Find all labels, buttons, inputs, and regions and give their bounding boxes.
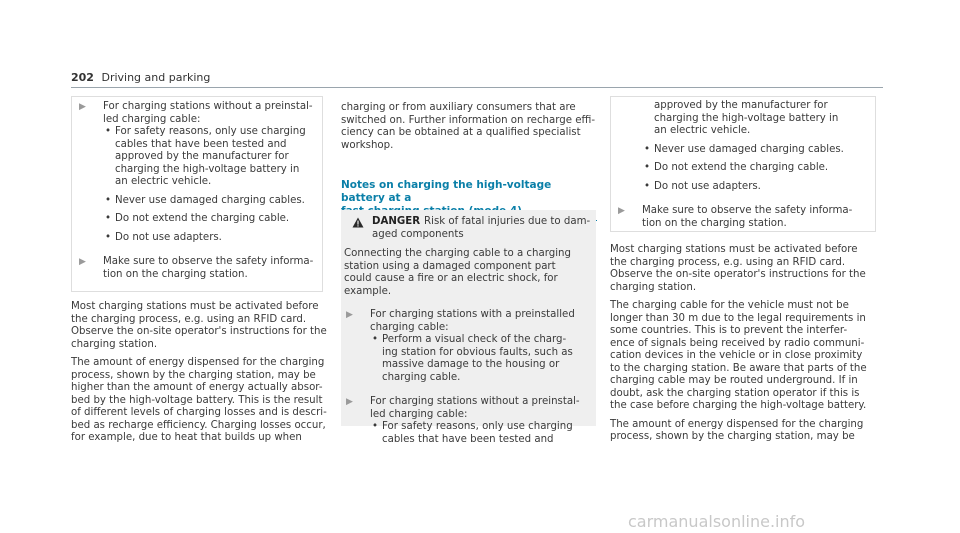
text-line: an electric vehicle. xyxy=(654,125,751,136)
text-line: example. xyxy=(344,285,392,297)
bullet-item xyxy=(77,256,321,281)
step-arrow-icon: ▶ xyxy=(346,397,353,407)
bullet-dot-icon: • xyxy=(643,180,650,192)
text-line: higher than the amount of energy actually absor- xyxy=(71,382,323,393)
paragraph xyxy=(610,244,878,294)
step-arrow-icon: ▶ xyxy=(346,310,353,320)
sub-bullet-text: Never use damaged charging cables. xyxy=(654,143,844,155)
bullet-text: For charging stations without a preinstal- xyxy=(103,101,313,112)
sub-bullet-text: massive damage to the housing or xyxy=(382,359,560,370)
paragraph xyxy=(71,357,331,445)
sub-bullet-text: ing station for obvious faults, such as xyxy=(382,346,573,358)
sub-bullet-text: Never use damaged charging cables. xyxy=(115,194,305,206)
text-line: bed as recharge efficiency. Charging losses occur, xyxy=(71,419,326,431)
text-line: ence of signals being received by radio communi- xyxy=(610,337,865,349)
bullet-text: charging cable: xyxy=(370,321,449,333)
header-rule xyxy=(71,87,883,88)
danger-title-text: aged components xyxy=(372,228,464,240)
bullet-dot-icon: • xyxy=(104,126,111,137)
step-arrow-icon: ▶ xyxy=(618,206,625,216)
col2-body-text xyxy=(341,102,599,152)
text-line: approved by the manufacturer for xyxy=(654,100,828,111)
text-line: charging station. xyxy=(71,338,158,350)
sub-bullet-text: cables that have been tested and xyxy=(382,433,554,445)
text-line: Connecting the charging cable to a charging xyxy=(344,248,571,259)
bullet-dot-icon: • xyxy=(643,143,650,155)
bullet-dot-icon: • xyxy=(104,194,111,206)
sub-bullet xyxy=(616,181,874,194)
watermark: carmanualsonline.info xyxy=(628,512,806,531)
bullet-item xyxy=(77,101,321,126)
text-line: the charging process, e.g. using an RFID card. xyxy=(610,256,846,268)
text-line: Observe the on-site operator's instructions for the xyxy=(610,269,866,280)
sub-bullet xyxy=(616,162,874,175)
danger-label: DANGER xyxy=(372,216,421,227)
text-line: Observe the on-site operator's instructions for the xyxy=(71,326,327,337)
bullet-item xyxy=(616,205,874,230)
paragraph xyxy=(610,419,878,444)
text-line: could cause a fire or an electric shock, for xyxy=(344,273,558,284)
text-line: cation devices in the vehicle or in close proximity xyxy=(610,350,863,361)
sub-bullet-text: cables that have been tested and xyxy=(115,138,287,150)
danger-body xyxy=(344,248,594,298)
col3-body-text xyxy=(610,244,878,444)
sub-bullet xyxy=(77,213,321,226)
danger-title-text: Risk of fatal injuries due to dam- xyxy=(424,216,591,227)
bullet-text: Make sure to observe the safety informa- xyxy=(642,205,853,216)
sub-bullet-text: charging the high-voltage battery in xyxy=(115,163,300,175)
text-line: the case before charging the high-voltage battery. xyxy=(610,400,867,411)
sub-bullet-text: Do not use adapters. xyxy=(115,231,222,243)
bullet-item xyxy=(344,309,594,334)
bullet-text: tion on the charging station. xyxy=(103,268,248,280)
step-arrow-icon: ▶ xyxy=(79,257,86,267)
col1-box-content xyxy=(77,101,321,281)
warning-triangle-icon xyxy=(344,216,372,228)
sub-bullet-text: an electric vehicle. xyxy=(115,176,212,187)
text-line: for example, due to heat that builds up when xyxy=(71,432,302,443)
bullet-text: led charging cable: xyxy=(103,113,201,125)
sub-bullet-text: For safety reasons, only use charging xyxy=(115,126,306,137)
bullet-dot-icon: • xyxy=(643,162,650,173)
bullet-text: tion on the charging station. xyxy=(642,217,787,229)
text-line: charging the high-voltage battery in xyxy=(654,112,839,124)
sub-bullet xyxy=(616,144,874,157)
sub-bullet-text: approved by the manufacturer for xyxy=(115,151,289,162)
sub-bullet xyxy=(77,195,321,208)
text-line: to the charging station. Be aware that parts of the xyxy=(610,362,867,374)
text-line: charging or from auxiliary consumers that are xyxy=(341,102,576,113)
bullet-text: led charging cable: xyxy=(370,408,468,420)
text-line: Most charging stations must be activated before xyxy=(610,244,858,255)
sub-bullet-text: Perform a visual check of the charg- xyxy=(382,334,567,345)
sub-bullet xyxy=(344,421,594,446)
heading-line: Notes on charging the high-voltage battery at a xyxy=(341,179,552,204)
continued-text xyxy=(616,100,874,138)
text-line: The amount of energy dispensed for the charging xyxy=(610,418,864,430)
text-line: charging cable may be routed underground. If in xyxy=(610,375,858,386)
text-line: Most charging stations must be activated before xyxy=(71,301,319,312)
bullet-text: For charging stations with a preinstalled xyxy=(370,309,575,320)
text-line: process, shown by the charging station, may be xyxy=(610,431,855,442)
text-line: workshop. xyxy=(341,139,394,151)
text-line: of different levels of charging losses and is descri- xyxy=(71,407,327,418)
text-line: some countries. This is to prevent the interfer- xyxy=(610,325,848,336)
step-arrow-icon: ▶ xyxy=(79,102,86,112)
sub-bullet-text: charging cable. xyxy=(382,371,461,383)
paragraph xyxy=(71,301,331,351)
text-line: longer than 30 m due to the legal requirements in xyxy=(610,312,866,324)
text-line: charging station. xyxy=(610,281,697,293)
sub-bullet-text: For safety reasons, only use charging xyxy=(382,421,573,432)
bullet-dot-icon: • xyxy=(104,231,111,243)
text-line: The amount of energy dispensed for the charging xyxy=(71,357,325,368)
sub-bullet-text: Do not extend the charging cable. xyxy=(654,162,829,173)
text-line: process, shown by the charging station, may be xyxy=(71,369,316,381)
text-line: doubt, ask the charging station operator if this is xyxy=(610,387,860,399)
danger-content xyxy=(344,216,594,446)
bullet-item xyxy=(344,396,594,421)
bullet-dot-icon: • xyxy=(371,421,378,432)
sub-bullet xyxy=(77,126,321,189)
sub-bullet-text: Do not use adapters. xyxy=(654,180,761,192)
page-number: 202 xyxy=(71,71,94,84)
sub-bullet xyxy=(344,334,594,384)
text-line: the charging process, e.g. using an RFID card. xyxy=(71,313,307,325)
bullet-dot-icon: • xyxy=(371,334,378,345)
bullet-text: Make sure to observe the safety informa- xyxy=(103,256,314,267)
sub-bullet xyxy=(77,232,321,245)
bullet-text: For charging stations without a preinstal- xyxy=(370,396,580,407)
page-header xyxy=(71,71,210,84)
col3-box-content xyxy=(616,100,874,230)
text-line: bed by the high-voltage battery. This is the result xyxy=(71,394,323,406)
text-line: ciency can be obtained at a qualified specialist xyxy=(341,127,581,138)
sub-bullet-text: Do not extend the charging cable. xyxy=(115,213,290,224)
bullet-dot-icon: • xyxy=(104,213,111,224)
text-line: switched on. Further information on recharge effi- xyxy=(341,114,596,126)
section-title: Driving and parking xyxy=(101,71,211,84)
paragraph xyxy=(610,300,878,413)
text-line: The charging cable for the vehicle must not be xyxy=(610,300,849,311)
text-line: station using a damaged component part xyxy=(344,260,556,272)
danger-title xyxy=(344,216,594,241)
col1-body-text xyxy=(71,301,331,445)
